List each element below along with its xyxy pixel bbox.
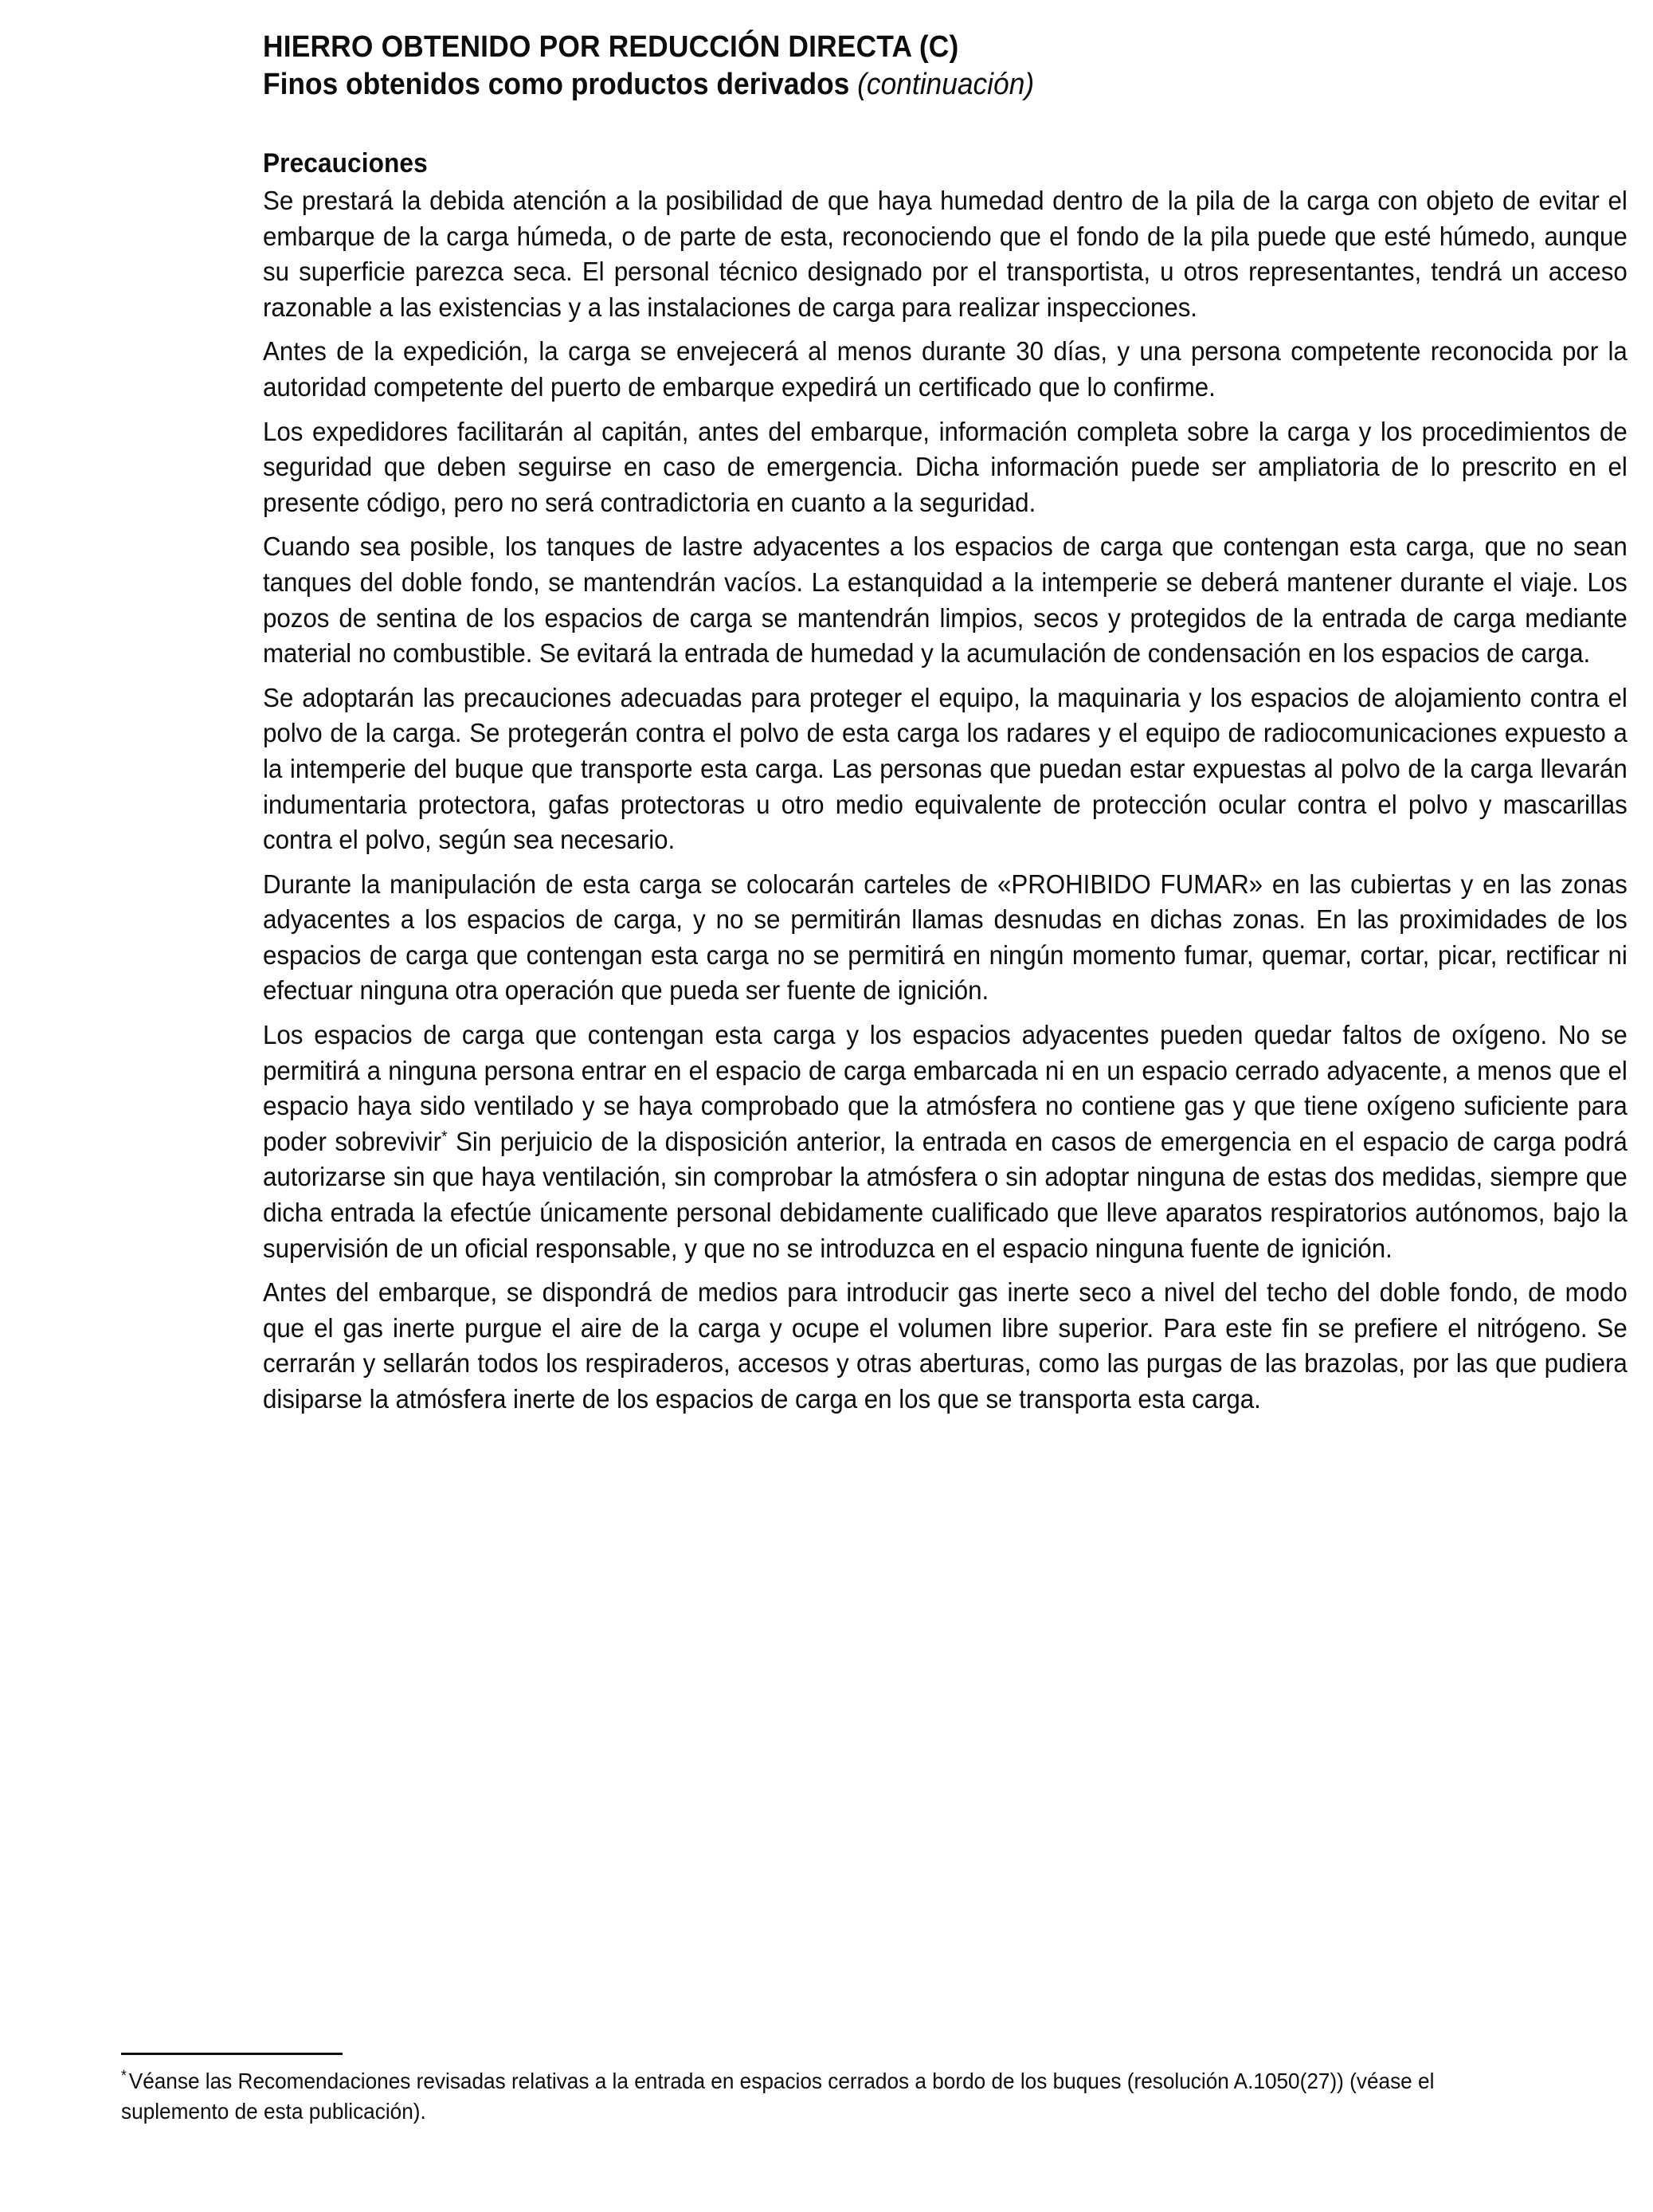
page-subtitle-continuation: (continuación) (857, 67, 1035, 101)
section-heading-precauciones: Precauciones (263, 148, 428, 178)
footnote-reference-marker[interactable]: * (441, 1128, 448, 1147)
footnote-divider-rule (121, 2053, 343, 2055)
footnote-marker: * (121, 2068, 127, 2085)
footnote-area (121, 2053, 1547, 2127)
document-body (263, 148, 1627, 1418)
paragraph: Durante la manipulación de esta carga se colocarán carteles de «PROHIBIDO FUMAR» en las cubiertas y en las zonas adyacentes a los espacios de carga, y no se permitirán llamas desnudas en dichas zonas. En las proximidades de los espacios de carga que contengan esta carga no se permitirá en ningún momento fumar, quemar, cortar, picar, rectificar ni efectuar ninguna otra operación que pueda ser fuente de ignición. (263, 869, 1628, 1006)
paragraph: Los expedidores facilitarán al capitán, antes del embarque, información completa sobre la carga y los procedimientos de seguridad que deben seguirse en caso de emergencia. Dicha información puede ser ampliatoria de lo prescrito en el presente código, pero no será contradictoria en cuanto a la seguridad. (263, 417, 1628, 518)
page-header (263, 30, 1537, 101)
page-subtitle-main: Finos obtenidos como productos derivados (263, 67, 850, 101)
paragraph: Se adoptarán las precauciones adecuadas para proteger el equipo, la maquinaria y los espacios de alojamiento contra el polvo de la carga. Se protegerán contra el polvo de esta carga los radares y el equipo de radiocomunicaciones expuesto a la intemperie del buque que transporte esta carga. Las personas que puedan estar expuestas al polvo de la carga llevarán indumentaria protectora, gafas protectoras u otro medio equivalente de protección ocular contra el polvo y mascarillas contra el polvo, según sea necesario. (263, 683, 1628, 856)
paragraph-with-footnote-reference (263, 1018, 1628, 1267)
page-subtitle (263, 68, 1448, 102)
paragraph: Antes del embarque, se dispondrá de medios para introducir gas inerte seco a nivel del techo del doble fondo, de modo que el gas inerte purgue el aire de la carga y ocupe el volumen libre superior. Para este fin se prefiere el nitrógeno. Se cerrarán y sellarán todos los respiraderos, accesos y otras aberturas, como las purgas de las brazolas, por las que pudiera disiparse la atmósfera inerte de los espacios de carga en los que se transporta esta carga. (263, 1278, 1628, 1414)
page-title: HIERRO OBTENIDO POR REDUCCIÓN DIRECTA (C) (263, 30, 959, 64)
paragraph: Cuando sea posible, los tanques de lastre adyacentes a los espacios de carga que contengan esta carga, que no sean tanques del doble fondo, se mantendrán vacíos. La estanquidad a la intemperie se deberá mantener durante el viaje. Los pozos de sentina de los espacios de carga se mantendrán limpios, secos y protegidos de la entrada de carga mediante material no combustible. Se evitará la entrada de humedad y la acumulación de condensación en los espacios de carga. (263, 532, 1628, 669)
footnote-text: Véanse las Recomendaciones revisadas relativas a la entrada en espacios cerrados a bordo de los buques (resolución A.1050(27)) (véase el suplemento de esta publicación). (121, 2069, 1435, 2124)
paragraph: Se prestará la debida atención a la posibilidad de que haya humedad dentro de la pila de la carga con objeto de evitar el embarque de la carga húmeda, o de parte de esta, reconociendo que el fondo de la pila puede que esté húmedo, aunque su superficie parezca seca. El personal técnico designado por el transportista, u otros representantes, tendrá un acceso razonable a las existencias y a las instalaciones de carga para realizar inspecciones. (263, 186, 1628, 323)
paragraph-text-after-footnote: Sin perjuicio de la disposición anterior, la entrada en casos de emergencia en el espacio de carga podrá autorizarse sin que haya ventilación, sin comprobar la atmósfera o sin adoptar ninguna de estas dos medidas, siempre que dicha entrada la efectúe únicamente personal debidamente cualificado que lleve aparatos respiratorios autónomos, bajo la supervisión de un oficial responsable, y que no se introduzca en el espacio ninguna fuente de ignición. (263, 1127, 1628, 1264)
paragraph: Antes de la expedición, la carga se envejecerá al menos durante 30 días, y una persona competente reconocida por la autoridad competente del puerto de embarque expedirá un certificado que lo confirme. (263, 337, 1628, 402)
paragraph-text-before-footnote: Los espacios de carga que contengan esta carga y los espacios adyacentes pueden quedar faltos de oxígeno. No se permitirá a ninguna persona entrar en el espacio de carga embarcada ni en un espacio cerrado adyacente, a menos que el espacio haya sido ventilado y se haya comprobado que la atmósfera no contiene gas y que tiene oxígeno suficiente para poder sobrevivir (263, 1021, 1628, 1157)
footnote (121, 2066, 1548, 2127)
